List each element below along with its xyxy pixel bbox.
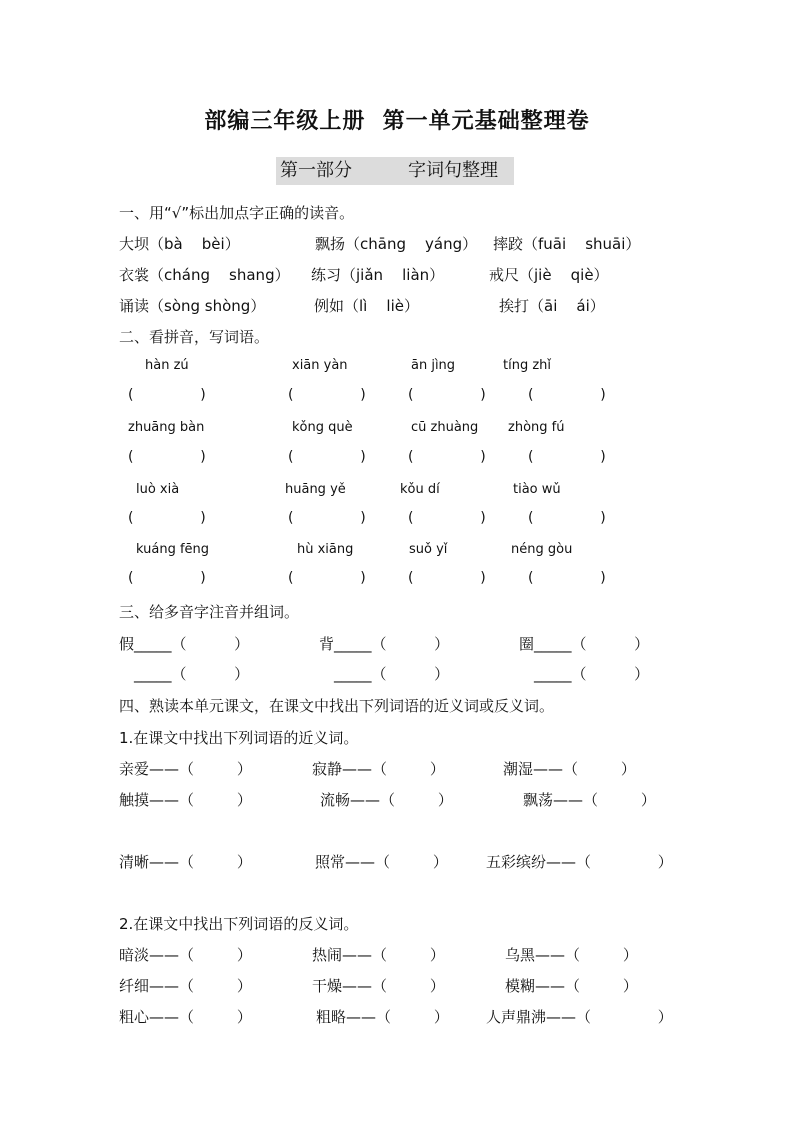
synonym-item[interactable]: 亲爱——（ ） — [119, 760, 252, 778]
antonym-item[interactable]: 粗略——（ ） — [316, 1008, 449, 1026]
answer-blank[interactable]: ( ) — [128, 387, 206, 403]
pinyin: hù xiāng — [297, 542, 354, 557]
synonym-item[interactable]: 飘荡——（ ） — [523, 791, 656, 809]
reading-item: 衣裳（cháng shang） — [119, 266, 290, 284]
pinyin: kuáng fēng — [136, 542, 210, 557]
part-banner — [276, 157, 514, 185]
pinyin: xiān yàn — [292, 358, 348, 373]
answer-blank[interactable]: ( ) — [408, 449, 486, 465]
answer-blank[interactable]: ( ) — [528, 570, 606, 586]
answer-blank[interactable]: ( ) — [128, 570, 206, 586]
pinyin: luò xià — [136, 482, 180, 497]
pinyin: kǒu dí — [400, 482, 440, 497]
synonym-item[interactable]: 流畅——（ ） — [320, 791, 453, 809]
antonym-item[interactable]: 干燥——（ ） — [312, 977, 445, 995]
synonym-item[interactable]: 五彩缤纷——（ ） — [486, 853, 673, 871]
answer-blank[interactable]: ( ) — [408, 570, 486, 586]
synonym-item[interactable]: 潮湿——（ ） — [503, 760, 636, 778]
polyphone-item[interactable]: 背_____（ ） — [319, 635, 450, 653]
answer-blank[interactable]: ( ) — [528, 449, 606, 465]
antonym-item[interactable]: 暗淡——（ ） — [119, 946, 252, 964]
answer-blank[interactable]: ( ) — [288, 449, 366, 465]
pinyin: zhuāng bàn — [128, 420, 205, 435]
answer-blank[interactable]: ( ) — [288, 510, 366, 526]
pinyin: tíng zhǐ — [503, 358, 552, 373]
antonym-item[interactable]: 人声鼎沸——（ ） — [486, 1008, 673, 1026]
part-label: 第一部分 — [280, 160, 352, 181]
antonym-item[interactable]: 粗心——（ ） — [119, 1008, 252, 1026]
answer-blank[interactable]: ( ) — [528, 387, 606, 403]
antonym-item[interactable]: 纤细——（ ） — [119, 977, 252, 995]
polyphone-item[interactable]: 假_____（ ） — [119, 635, 250, 653]
pinyin: zhòng fú — [508, 420, 565, 435]
pinyin: suǒ yǐ — [409, 542, 448, 557]
near-heading: 1.在课文中找出下列词语的近义词。 — [119, 729, 359, 747]
polyphone-item[interactable]: _____（ ） — [334, 665, 450, 683]
synonym-item[interactable]: 寂静——（ ） — [312, 760, 445, 778]
page-title: 部编三年级上册 第一单元基础整理卷 — [204, 109, 590, 134]
pinyin: kǒng què — [292, 420, 353, 435]
reading-item: 挨打（āi ái） — [499, 297, 605, 315]
synonym-item[interactable]: 清晰——（ ） — [119, 853, 252, 871]
polyphone-item[interactable]: 圈_____（ ） — [519, 635, 650, 653]
opposite-heading: 2.在课文中找出下列词语的反义词。 — [119, 915, 359, 933]
reading-item: 摔跤（fuāi shuāi） — [493, 235, 641, 253]
answer-blank[interactable]: ( ) — [128, 510, 206, 526]
pinyin: tiào wǔ — [513, 482, 561, 497]
reading-item: 飘扬（chāng yáng） — [315, 235, 478, 253]
answer-blank[interactable]: ( ) — [288, 387, 366, 403]
antonym-item[interactable]: 热闹——（ ） — [312, 946, 445, 964]
section2-heading: 二、看拼音，写词语。 — [119, 328, 270, 346]
answer-blank[interactable]: ( ) — [128, 449, 206, 465]
pinyin: huāng yě — [285, 482, 346, 497]
answer-blank[interactable]: ( ) — [528, 510, 606, 526]
synonym-item[interactable]: 触摸——（ ） — [119, 791, 252, 809]
reading-item: 诵读（sòng shòng） — [119, 297, 266, 315]
synonym-item[interactable]: 照常——（ ） — [315, 853, 448, 871]
answer-blank[interactable]: ( ) — [408, 510, 486, 526]
section4-heading: 四、熟读本单元课文，在课文中找出下列词语的近义词或反义词。 — [119, 697, 555, 715]
antonym-item[interactable]: 模糊——（ ） — [505, 977, 638, 995]
answer-blank[interactable]: ( ) — [408, 387, 486, 403]
section3-heading: 三、给多音字注音并组词。 — [119, 603, 300, 621]
pinyin: hàn zú — [145, 358, 189, 373]
answer-blank[interactable]: ( ) — [288, 570, 366, 586]
section1-heading: 一、用“√”标出加点字正确的读音。 — [119, 204, 355, 222]
part-name: 字词句整理 — [408, 160, 498, 181]
pinyin: cū zhuàng — [411, 420, 479, 435]
reading-item: 练习（jiǎn liàn） — [311, 266, 445, 284]
polyphone-item[interactable]: _____（ ） — [134, 665, 250, 683]
polyphone-item[interactable]: _____（ ） — [534, 665, 650, 683]
pinyin: ān jìng — [411, 358, 456, 373]
reading-item: 例如（lì liè） — [314, 297, 419, 315]
reading-item: 大坝（bà bèi） — [119, 235, 240, 253]
reading-item: 戒尺（jiè qiè） — [489, 266, 609, 284]
antonym-item[interactable]: 乌黑——（ ） — [505, 946, 638, 964]
pinyin: néng gòu — [511, 542, 573, 557]
